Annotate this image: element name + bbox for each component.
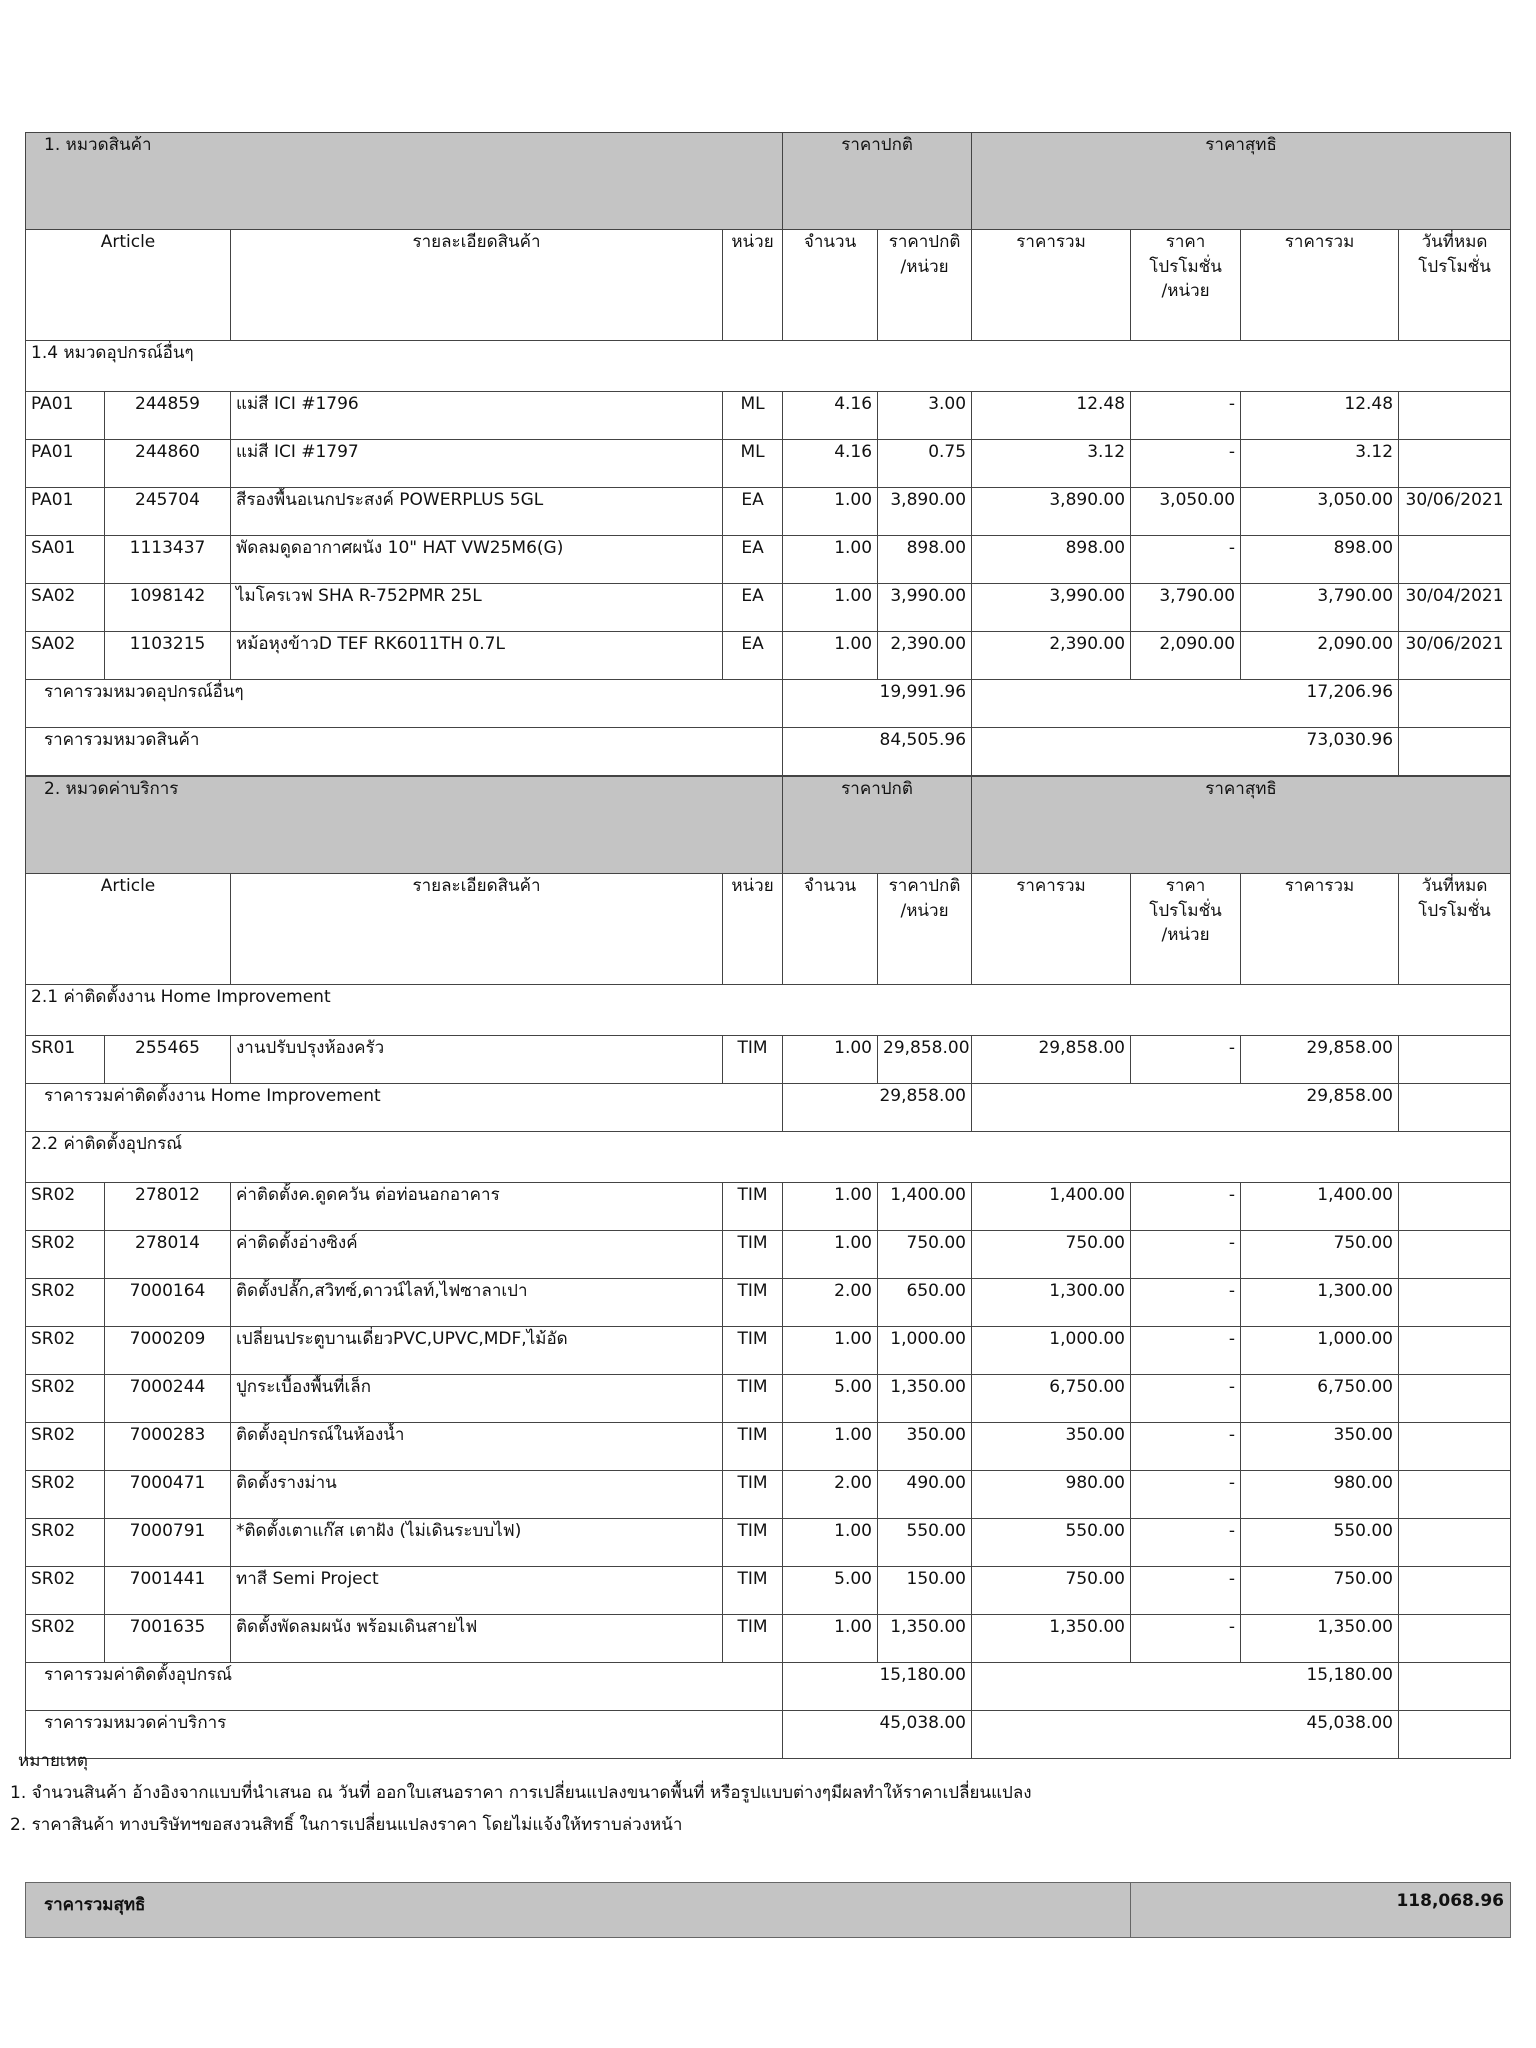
item-total: 1,400.00 [972,1183,1131,1231]
table-row [26,1423,1511,1471]
item-article: 7000283 [105,1423,231,1471]
note-line-2: 2. ราคาสินค้า ทางบริษัทฯขอสงวนสิทธิ์ ในการเปลี่ยนแปลงราคา โดยไม่แจ้งให้ทราบล่วงหน้า [10,1815,683,1835]
table-row [26,536,1511,584]
item-description: ทาสี Semi Project [231,1567,723,1615]
item-article: 7000244 [105,1375,231,1423]
col-regular-price-unit-line-2: /หน่วย [900,900,949,921]
item-qty: 1.00 [783,584,878,632]
item-price: 3,990.00 [878,584,972,632]
item-total: 3,890.00 [972,488,1131,536]
item-code: SR02 [26,1423,105,1471]
section-table [25,132,1511,776]
table-row [26,584,1511,632]
item-qty: 4.16 [783,440,878,488]
item-net-total: 750.00 [1241,1567,1399,1615]
item-unit: TIM [723,1471,783,1519]
subsection-row [26,341,1511,392]
item-description: เปลี่ยนประตูบานเดี่ยวPVC,UPVC,MDF,ไม้อัด [231,1327,723,1375]
item-net-total: 350.00 [1241,1423,1399,1471]
item-promo-price: 3,790.00 [1131,584,1241,632]
subsection-total-row [26,1084,1511,1132]
col-promo-end-line-2: โปรโมชั่น [1418,900,1491,921]
table-row [26,1327,1511,1375]
item-description: หม้อหุงข้าวD TEF RK6011TH 0.7L [231,632,723,680]
col-net-total: ราคารวม [1241,874,1399,985]
item-code: SR02 [26,1615,105,1663]
grand-total-bar [25,1882,1510,1938]
item-code: SA02 [26,632,105,680]
item-description: แม่สี ICI #1796 [231,392,723,440]
item-article: 244859 [105,392,231,440]
item-promo-price: - [1131,1519,1241,1567]
subsection-total-row [26,680,1511,728]
item-code: SR02 [26,1567,105,1615]
item-total: 29,858.00 [972,1036,1131,1084]
item-total: 3.12 [972,440,1131,488]
item-total: 980.00 [972,1471,1131,1519]
subsection-total-blank [1399,1663,1511,1711]
item-unit: TIM [723,1231,783,1279]
item-promo-price: - [1131,1183,1241,1231]
item-article: 278012 [105,1183,231,1231]
table-row [26,1231,1511,1279]
item-unit: TIM [723,1327,783,1375]
col-promo-price-unit [1131,230,1241,341]
col-qty: จำนวน [783,874,878,985]
item-qty: 1.00 [783,488,878,536]
item-code: SA02 [26,584,105,632]
item-code: SR02 [26,1231,105,1279]
item-net-total: 3.12 [1241,440,1399,488]
item-promo-price: - [1131,1279,1241,1327]
item-unit: EA [723,632,783,680]
item-description: แม่สี ICI #1797 [231,440,723,488]
table-row [26,1036,1511,1084]
item-promo-end [1399,1567,1511,1615]
table-row [26,1519,1511,1567]
item-qty: 5.00 [783,1375,878,1423]
item-code: SR02 [26,1327,105,1375]
item-unit: TIM [723,1567,783,1615]
item-total: 1,000.00 [972,1327,1131,1375]
item-price: 2,390.00 [878,632,972,680]
item-promo-end [1399,1615,1511,1663]
col-promo-end-line-2: โปรโมชั่น [1418,256,1491,277]
grand-total-label: ราคารวมสุทธิ [26,1883,1131,1938]
item-promo-price: - [1131,1423,1241,1471]
subsection-title: 2.1 ค่าติดตั้งงาน Home Improvement [26,985,1511,1036]
item-net-total: 1,000.00 [1241,1327,1399,1375]
col-unit: หน่วย [723,230,783,341]
column-header-row [26,230,1511,341]
item-promo-end: 30/04/2021 [1399,584,1511,632]
item-description: ติดตั้งอุปกรณ์ในห้องน้ำ [231,1423,723,1471]
item-article: 7000209 [105,1327,231,1375]
item-description: ปูกระเบื้องพื้นที่เล็ก [231,1375,723,1423]
item-total: 550.00 [972,1519,1131,1567]
section-title: 1. หมวดสินค้า [26,133,783,230]
item-qty: 5.00 [783,1567,878,1615]
item-qty: 1.00 [783,632,878,680]
item-qty: 1.00 [783,1327,878,1375]
item-promo-end [1399,440,1511,488]
note-line-1: 1. จำนวนสินค้า อ้างอิงจากแบบที่นำเสนอ ณ วันที่ ออกใบเสนอราคา การเปลี่ยนแปลงขนาดพื้นที่ หรือรูปแบบต่างๆมีผลทำให้ราคาเปลี่ยนแปลง [10,1783,1032,1803]
item-description: ไมโครเวฟ SHA R-752PMR 25L [231,584,723,632]
item-price: 490.00 [878,1471,972,1519]
col-regular-total: ราคารวม [972,230,1131,341]
item-qty: 2.00 [783,1471,878,1519]
table-row [26,1471,1511,1519]
item-code: SR02 [26,1471,105,1519]
item-code: PA01 [26,488,105,536]
item-promo-price: - [1131,1036,1241,1084]
item-net-total: 29,858.00 [1241,1036,1399,1084]
table-row [26,488,1511,536]
col-net-total: ราคารวม [1241,230,1399,341]
item-total: 898.00 [972,536,1131,584]
item-promo-price: 3,050.00 [1131,488,1241,536]
item-description: ติดตั้งปลั๊ก,สวิทซ์,ดาวน์ไลท์,ไฟซาลาเปา [231,1279,723,1327]
col-promo-price-unit-line-3: /หน่วย [1161,925,1210,946]
col-description: รายละเอียดสินค้า [231,230,723,341]
item-promo-end [1399,1327,1511,1375]
item-price: 650.00 [878,1279,972,1327]
subsection-row [26,985,1511,1036]
item-unit: ML [723,392,783,440]
group-header-net: ราคาสุทธิ [972,777,1511,874]
group-header-regular: ราคาปกติ [783,133,972,230]
item-promo-price: - [1131,1375,1241,1423]
table-row [26,1279,1511,1327]
table-row [26,1567,1511,1615]
item-code: SR02 [26,1519,105,1567]
subsection-title: 2.2 ค่าติดตั้งอุปกรณ์ [26,1132,1511,1183]
item-promo-end [1399,1036,1511,1084]
item-promo-end [1399,1519,1511,1567]
item-promo-end: 30/06/2021 [1399,488,1511,536]
item-article: 1098142 [105,584,231,632]
item-description: ติดตั้งรางม่าน [231,1471,723,1519]
item-net-total: 3,050.00 [1241,488,1399,536]
col-regular-price-unit-line-1: ราคาปกติ [888,876,961,896]
item-promo-end [1399,1231,1511,1279]
subsection-total-net: 15,180.00 [972,1663,1399,1711]
item-price: 1,350.00 [878,1375,972,1423]
subsection-total-net: 29,858.00 [972,1084,1399,1132]
item-promo-end [1399,536,1511,584]
table-row [26,392,1511,440]
subsection-total-regular: 15,180.00 [783,1663,972,1711]
col-regular-price-unit [878,874,972,985]
item-article: 278014 [105,1231,231,1279]
item-code: SR02 [26,1279,105,1327]
item-promo-end: 30/06/2021 [1399,632,1511,680]
section-title: 2. หมวดค่าบริการ [26,777,783,874]
item-article: 7001635 [105,1615,231,1663]
item-total: 1,300.00 [972,1279,1131,1327]
table-row [26,1183,1511,1231]
section-total-regular: 45,038.00 [783,1711,972,1759]
item-promo-price: - [1131,536,1241,584]
item-price: 350.00 [878,1423,972,1471]
item-article: 7001441 [105,1567,231,1615]
item-total: 2,390.00 [972,632,1131,680]
item-total: 6,750.00 [972,1375,1131,1423]
item-net-total: 6,750.00 [1241,1375,1399,1423]
section-header-row [26,133,1511,230]
item-description: สีรองพื้นอเนกประสงค์ POWERPLUS 5GL [231,488,723,536]
item-price: 3.00 [878,392,972,440]
item-total: 3,990.00 [972,584,1131,632]
item-price: 750.00 [878,1231,972,1279]
item-qty: 1.00 [783,1036,878,1084]
item-price: 1,000.00 [878,1327,972,1375]
item-net-total: 550.00 [1241,1519,1399,1567]
item-net-total: 3,790.00 [1241,584,1399,632]
item-unit: TIM [723,1375,783,1423]
item-unit: TIM [723,1615,783,1663]
section-table [25,776,1511,1759]
table-row [26,440,1511,488]
table-row [26,632,1511,680]
item-price: 0.75 [878,440,972,488]
item-net-total: 12.48 [1241,392,1399,440]
item-unit: TIM [723,1423,783,1471]
item-promo-price: - [1131,1567,1241,1615]
item-promo-end [1399,1279,1511,1327]
subsection-total-blank [1399,1084,1511,1132]
item-description: *ติดตั้งเตาแก๊ส เตาฝัง (ไม่เดินระบบไฟ) [231,1519,723,1567]
item-article: 1103215 [105,632,231,680]
table-row [26,1375,1511,1423]
item-qty: 1.00 [783,1519,878,1567]
col-promo-end-line-1: วันที่หมด [1421,876,1488,896]
item-net-total: 898.00 [1241,536,1399,584]
item-promo-end [1399,392,1511,440]
item-unit: EA [723,584,783,632]
quotation-document [25,132,1510,1759]
col-promo-end [1399,874,1511,985]
item-article: 7000471 [105,1471,231,1519]
item-net-total: 1,300.00 [1241,1279,1399,1327]
col-regular-price-unit-line-2: /หน่วย [900,256,949,277]
item-price: 150.00 [878,1567,972,1615]
item-article: 7000791 [105,1519,231,1567]
col-description: รายละเอียดสินค้า [231,874,723,985]
item-code: SR01 [26,1036,105,1084]
item-code: SR02 [26,1183,105,1231]
item-unit: EA [723,488,783,536]
item-qty: 1.00 [783,536,878,584]
group-header-net: ราคาสุทธิ [972,133,1511,230]
item-article: 245704 [105,488,231,536]
table-row [26,1615,1511,1663]
item-price: 898.00 [878,536,972,584]
col-regular-price-unit [878,230,972,341]
item-qty: 1.00 [783,1615,878,1663]
item-qty: 2.00 [783,1279,878,1327]
section-header-row [26,777,1511,874]
col-article: Article [26,230,231,341]
col-promo-price-unit [1131,874,1241,985]
subsection-total-net: 17,206.96 [972,680,1399,728]
item-description: ค่าติดตั้งค.ดูดควัน ต่อท่อนอกอาคาร [231,1183,723,1231]
item-promo-price: - [1131,1615,1241,1663]
item-qty: 1.00 [783,1183,878,1231]
subsection-total-label: ราคารวมค่าติดตั้งอุปกรณ์ [26,1663,783,1711]
item-code: PA01 [26,440,105,488]
item-article: 7000164 [105,1279,231,1327]
item-promo-end [1399,1375,1511,1423]
item-code: PA01 [26,392,105,440]
item-total: 750.00 [972,1567,1131,1615]
subsection-row [26,1132,1511,1183]
section-total-net: 73,030.96 [972,728,1399,776]
col-regular-price-unit-line-1: ราคาปกติ [888,232,961,252]
item-promo-price: - [1131,1327,1241,1375]
item-price: 1,400.00 [878,1183,972,1231]
item-net-total: 1,400.00 [1241,1183,1399,1231]
item-description: งานปรับปรุงห้องครัว [231,1036,723,1084]
section-total-regular: 84,505.96 [783,728,972,776]
item-code: SA01 [26,536,105,584]
section-total-row [26,728,1511,776]
section-total-net: 45,038.00 [972,1711,1399,1759]
item-unit: TIM [723,1279,783,1327]
item-price: 29,858.00 [878,1036,972,1084]
item-total: 750.00 [972,1231,1131,1279]
subsection-total-regular: 19,991.96 [783,680,972,728]
item-qty: 1.00 [783,1423,878,1471]
col-qty: จำนวน [783,230,878,341]
section-total-blank [1399,728,1511,776]
col-promo-end-line-1: วันที่หมด [1421,232,1488,252]
item-price: 550.00 [878,1519,972,1567]
item-unit: ML [723,440,783,488]
item-total: 350.00 [972,1423,1131,1471]
item-description: ติดตั้งพัดลมผนัง พร้อมเดินสายไฟ [231,1615,723,1663]
col-promo-price-unit-line-1: ราคา [1165,232,1206,252]
item-article: 1113437 [105,536,231,584]
notes-block [10,1745,1510,1841]
item-price: 3,890.00 [878,488,972,536]
section-total-label: ราคารวมหมวดสินค้า [26,728,783,776]
item-promo-price: - [1131,1231,1241,1279]
item-net-total: 980.00 [1241,1471,1399,1519]
col-unit: หน่วย [723,874,783,985]
subsection-total-label: ราคารวมค่าติดตั้งงาน Home Improvement [26,1084,783,1132]
item-promo-end [1399,1423,1511,1471]
grand-total-value: 118,068.96 [1131,1883,1511,1938]
item-net-total: 2,090.00 [1241,632,1399,680]
item-promo-price: - [1131,392,1241,440]
subsection-total-row [26,1663,1511,1711]
section-total-label: ราคารวมหมวดค่าบริการ [26,1711,783,1759]
col-regular-total: ราคารวม [972,874,1131,985]
subsection-total-regular: 29,858.00 [783,1084,972,1132]
group-header-regular: ราคาปกติ [783,777,972,874]
item-qty: 1.00 [783,1231,878,1279]
notes-heading: หมายเหตุ [18,1751,88,1771]
column-header-row [26,874,1511,985]
item-qty: 4.16 [783,392,878,440]
item-article: 244860 [105,440,231,488]
subsection-total-blank [1399,680,1511,728]
subsection-title: 1.4 หมวดอุปกรณ์อื่นๆ [26,341,1511,392]
item-total: 1,350.00 [972,1615,1131,1663]
item-unit: EA [723,536,783,584]
item-promo-end [1399,1183,1511,1231]
item-unit: TIM [723,1183,783,1231]
item-total: 12.48 [972,392,1131,440]
item-price: 1,350.00 [878,1615,972,1663]
item-net-total: 1,350.00 [1241,1615,1399,1663]
item-promo-price: 2,090.00 [1131,632,1241,680]
subsection-total-label: ราคารวมหมวดอุปกรณ์อื่นๆ [26,680,783,728]
item-unit: TIM [723,1519,783,1567]
col-promo-price-unit-line-3: /หน่วย [1161,281,1210,302]
item-code: SR02 [26,1375,105,1423]
item-promo-end [1399,1471,1511,1519]
item-promo-price: - [1131,1471,1241,1519]
col-article: Article [26,874,231,985]
item-article: 255465 [105,1036,231,1084]
item-unit: TIM [723,1036,783,1084]
col-promo-price-unit-line-1: ราคา [1165,876,1206,896]
col-promo-end [1399,230,1511,341]
item-promo-price: - [1131,440,1241,488]
col-promo-price-unit-line-2: โปรโมชั่น [1149,256,1222,277]
col-promo-price-unit-line-2: โปรโมชั่น [1149,900,1222,921]
item-description: ค่าติดตั้งอ่างซิงค์ [231,1231,723,1279]
item-net-total: 750.00 [1241,1231,1399,1279]
item-description: พัดลมดูดอากาศผนัง 10" HAT VW25M6(G) [231,536,723,584]
